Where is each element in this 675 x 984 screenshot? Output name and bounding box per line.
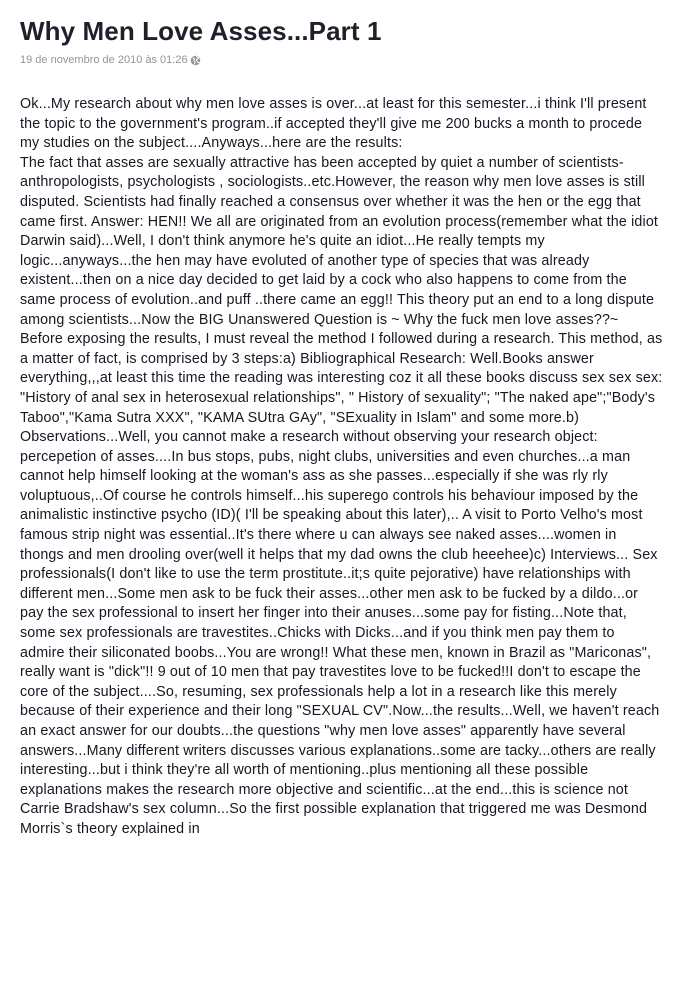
note-meta [20,52,663,68]
note-title: Why Men Love Asses...Part 1 [20,16,382,46]
post-date[interactable]: 19 de novembro de 2010 às 01:26 [20,54,188,66]
globe-icon[interactable] [190,55,201,66]
note-paragraph: Ok...My research about why men love asses is over...at least for this semester...i think I'll present the topic to the government's program..if accepted they'll give me 200 bucks a month to procede my studies on the subject....Anyways...here are the results: [20,96,647,152]
note-body [20,95,663,840]
note-paragraph: The fact that asses are sexually attractive has been accepted by quiet a number of scientists-anthropologists, psychologists , sociologists..etc.However, the reason why men love asses is still disputed. Scientists had finally reached a consensus over whether it was the hen or the egg that came first. Answer: HEN!! We all are originated from an evolution process(remember what the idiot Darwin said)...Well, I don't think anymore he's quite an idiot...He really tempts my logic...anyways...the hen may have evoluted of another type of species that was already existent...then on a nice day decided to get laid by a cock who also happens to come from the same process of evolution..and puff ..there came an egg!! This theory put an end to a long dispute among scientists...Now the BIG Unanswered Question is ~ Why the fuck men love asses??~ Before exposing the results, I must reveal the method I followed during a research. This method, as a matter of fact, is comprised by 3 steps:a) Bibliographical Research: Well.Books answer everything,,,at least this time the reading was interesting coz it all these books discuss sex sex sex: "History of anal sex in heterosexual relationships", " History of sexuality"; "The naked ape";"Body's Taboo","Kama Sutra XXX", "KAMA SUtra GAy", "SExuality in Islam" and some more.b) Observations...Well, you cannot make a research without observing your research object: percepetion of asses....In bus stops, pubs, night clubs, universities and even churches...a man cannot help himself looking at the woman's ass as she passes...especially if she was rly rly voluptuous,..Of course he controls himself...his superego controls his behaviour imposed by the animalistic instinctive psycho (ID)( I'll be speaking about this later),.. A visit to Porto Velho's most famous strip night was essential..It's there where u can always see naked asses....women in thongs and men drooling over(well it helps that my dad owns the club heeehee)c) Interviews... Sex professionals(I don't like to use the term prostitute..it;s quite pejorative) have relationships with different men...Some men ask to be fuck their asses...other men ask to be fucked by a dildo...or pay the sex professional to insert her finger into their anuses...some pay for fisting...Note that, some sex professionals are travestites..Chicks with Dicks...and if you think men pay them to admire their siliconated boobs...You are wrong!! What these men, known in Brazil as "Mariconas", really want is "dick"!! 9 out of 10 men that pay travestites love to be fucked!!I don't to escape the core of the subject....So, resuming, sex professionals help a lot in a research like this merely because of their experience and their long "SEXUAL CV".Now...the results...Well, we haven't reach an exact answer for our doubts...the questions "why men love asses" apparently have several answers...Many different writers discusses various explanations..some are tacky...others are really interesting...but i think they're all worth of mentioning..plus mentioning all these possible explanations makes the research more objective and scientific...at the end...this is science not Carrie Bradshaw's sex column...So the first possible explanation that triggered me was Desmond Morris`s theory explained in [20,154,663,837]
